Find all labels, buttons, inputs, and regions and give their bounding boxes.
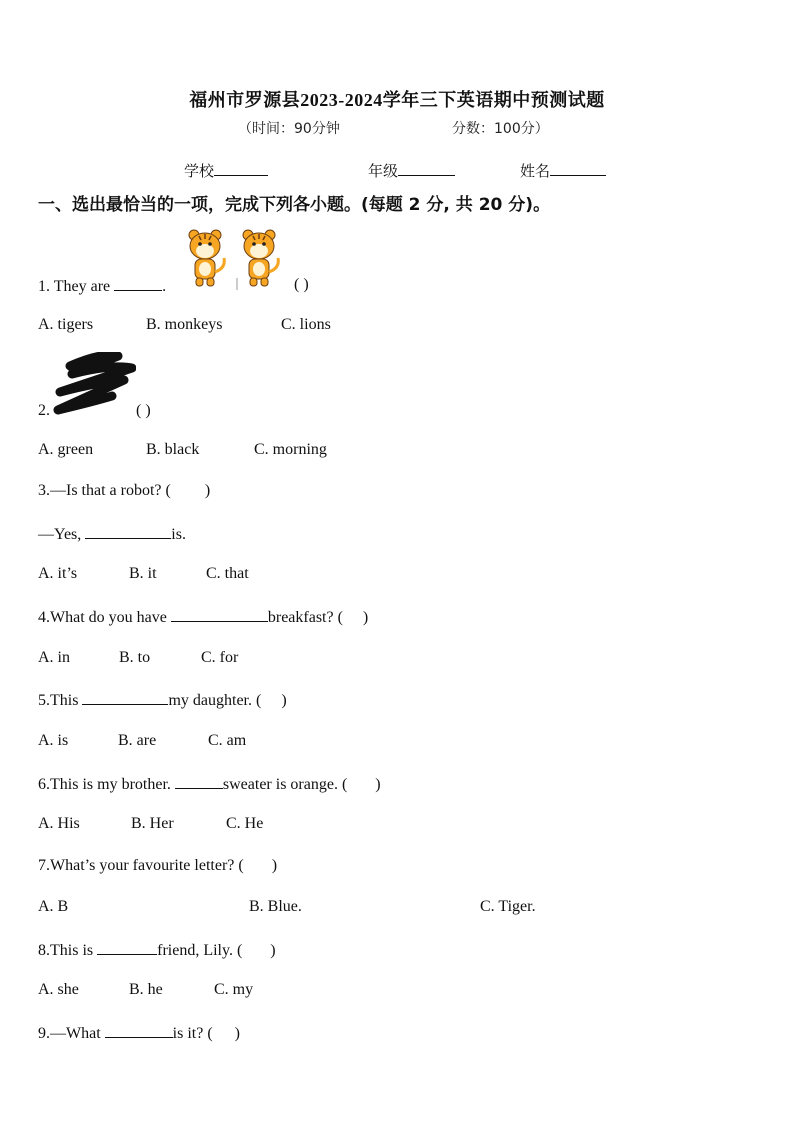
question-7-paren-close: ) xyxy=(271,857,278,874)
question-8-blank[interactable] xyxy=(97,940,157,955)
grade-label: 年级 xyxy=(368,162,399,180)
question-3-response xyxy=(38,524,186,544)
question-9-blank[interactable] xyxy=(105,1023,173,1038)
question-4-blank[interactable] xyxy=(171,607,268,622)
question-5 xyxy=(38,690,287,710)
question-1-answer-paren[interactable]: ( ) xyxy=(294,276,309,293)
option-b[interactable]: B. black xyxy=(146,441,200,458)
name-label: 姓名 xyxy=(520,162,551,180)
question-6 xyxy=(38,774,381,794)
question-6-stem: 6.This is my brother. xyxy=(38,776,175,793)
option-c[interactable]: C. my xyxy=(214,981,254,998)
option-c[interactable]: C. He xyxy=(226,815,264,832)
option-c[interactable]: C. lions xyxy=(281,316,331,333)
question-9-paren-close: ) xyxy=(234,1025,240,1042)
question-5-blank[interactable] xyxy=(82,690,168,705)
question-3 xyxy=(38,482,210,500)
question-5-options xyxy=(38,732,246,750)
question-8-options xyxy=(38,981,253,999)
question-5-stem: 5.This xyxy=(38,692,83,709)
option-b[interactable]: B. he xyxy=(129,981,163,998)
option-a[interactable]: A. in xyxy=(38,649,70,666)
question-7-options xyxy=(38,898,536,916)
question-6-stem-end: sweater is orange. ( xyxy=(222,776,348,793)
option-a[interactable]: A. it’s xyxy=(38,565,78,582)
question-9-stem-end: is it? ( xyxy=(172,1025,213,1042)
name-field xyxy=(520,160,606,181)
option-a[interactable]: A. His xyxy=(38,815,80,832)
question-1 xyxy=(38,276,166,296)
option-c[interactable]: C. Tiger. xyxy=(480,898,536,915)
question-1-blank[interactable] xyxy=(114,276,162,291)
option-b[interactable]: B. Blue. xyxy=(249,898,302,915)
option-a[interactable]: A. tigers xyxy=(38,316,94,333)
question-6-options xyxy=(38,815,263,833)
question-3-stem: 3.—Is that a robot? ( xyxy=(38,482,171,499)
scribble-image xyxy=(52,352,136,416)
school-label: 学校 xyxy=(184,162,215,180)
option-a[interactable]: A. green xyxy=(38,441,94,458)
question-6-blank[interactable] xyxy=(175,774,223,789)
question-8-paren-close: ) xyxy=(270,942,276,959)
question-4-options xyxy=(38,649,238,667)
question-8-stem: 8.This is xyxy=(38,942,98,959)
exam-time: （时间：90分钟 xyxy=(238,121,340,137)
question-3-response-end: is. xyxy=(171,526,186,543)
question-3-response-text: —Yes, xyxy=(38,526,86,543)
question-4 xyxy=(38,607,368,627)
grade-blank[interactable] xyxy=(398,161,455,176)
question-8 xyxy=(38,940,276,960)
option-b[interactable]: B. monkeys xyxy=(146,316,223,333)
option-c[interactable]: C. for xyxy=(201,649,239,666)
question-4-stem: 4.What do you have xyxy=(38,609,171,626)
tiger-icon xyxy=(189,230,224,286)
option-b[interactable]: B. it xyxy=(129,565,157,582)
option-b[interactable]: B. Her xyxy=(131,815,174,832)
exam-score: 分数：100分） xyxy=(452,121,549,137)
option-c[interactable]: C. am xyxy=(208,732,247,749)
question-9-stem: 9.—What xyxy=(38,1025,105,1042)
option-b[interactable]: B. are xyxy=(118,732,157,749)
school-blank[interactable] xyxy=(214,161,268,176)
option-c[interactable]: C. that xyxy=(206,565,249,582)
grade-field xyxy=(368,160,455,181)
question-1-options xyxy=(38,316,331,334)
option-a[interactable]: A. B xyxy=(38,898,69,915)
question-4-paren-close: ) xyxy=(362,609,369,626)
tigers-image xyxy=(182,228,286,292)
question-8-stem-end: friend, Lily. ( xyxy=(157,942,243,959)
section-title: 一、选出最恰当的一项，完成下列各小题。(每题 2 分, 共 20 分)。 xyxy=(38,195,551,215)
question-2-options xyxy=(38,441,327,459)
option-c[interactable]: C. morning xyxy=(254,441,327,458)
name-blank[interactable] xyxy=(550,161,606,176)
question-2-answer-paren[interactable]: ( ) xyxy=(136,402,151,419)
question-3-blank[interactable] xyxy=(85,524,171,539)
question-9 xyxy=(38,1023,240,1043)
option-b[interactable]: B. to xyxy=(119,649,151,666)
question-3-options xyxy=(38,565,249,583)
question-1-stem-end: . xyxy=(162,278,167,295)
question-1-stem: 1. They are xyxy=(38,278,115,295)
question-7-stem: 7.What’s your favourite letter? ( xyxy=(38,857,244,874)
option-a[interactable]: A. she xyxy=(38,981,79,998)
question-2: 2. xyxy=(38,402,50,419)
question-6-paren-close: ) xyxy=(375,776,381,793)
question-4-stem-end: breakfast? ( xyxy=(267,609,343,626)
question-5-stem-end: my daughter. ( xyxy=(168,692,262,709)
tiger-icon xyxy=(243,230,278,286)
question-7 xyxy=(38,857,277,875)
page-title: 福州市罗源县2023-2024学年三下英语期中预测试题 xyxy=(189,90,605,110)
question-3-paren-close: ) xyxy=(204,482,211,499)
question-5-paren-close: ) xyxy=(281,692,287,709)
option-a[interactable]: A. is xyxy=(38,732,69,749)
school-field xyxy=(184,160,268,181)
